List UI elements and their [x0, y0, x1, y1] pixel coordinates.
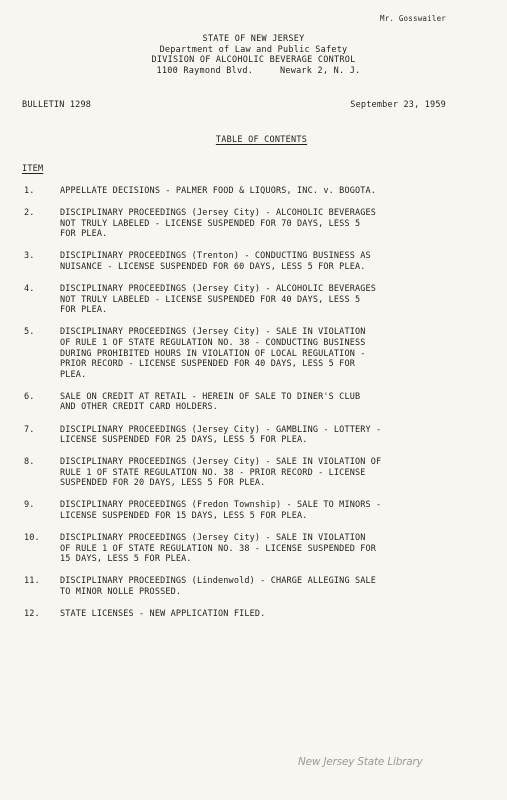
item-text: DISCIPLINARY PROCEEDINGS (Jersey City) - SALE IN VIOLATION OF RULE 1 OF STATE REGULATION NO. 38 - PRIOR RECORD - LICENSE SUSPENDED FOR 20 DAYS, LESS 5 FOR PLEA.: [60, 457, 382, 489]
item-text: DISCIPLINARY PROCEEDINGS (Jersey City) - ALCOHOLIC BEVERAGES NOT TRULY LABELED - LICENSE SUSPENDED FOR 70 DAYS, LESS 5 FOR PLEA.: [60, 208, 377, 240]
item-text: DISCIPLINARY PROCEEDINGS (Jersey City) - ALCOHOLIC BEVERAGES NOT TRULY LABELED - LICENSE SUSPENDED FOR 40 DAYS, LESS 5 FOR PLEA.: [60, 284, 377, 316]
toc-item: [24, 251, 464, 272]
bulletin-info: [22, 100, 446, 110]
item-number: 7.: [24, 424, 35, 435]
item-number: 5.: [24, 327, 35, 338]
item-number: 11.: [24, 576, 40, 587]
toc-list: [24, 186, 464, 631]
toc-item: [24, 576, 464, 597]
toc-title-row: [0, 135, 507, 145]
toc-item: [24, 208, 464, 240]
item-number: 4.: [24, 284, 35, 295]
item-number: 12.: [24, 609, 40, 620]
item-text: SALE ON CREDIT AT RETAIL - HEREIN OF SALE TO DINER'S CLUB AND OTHER CREDIT CARD HOLDERS.: [60, 391, 361, 413]
item-number: 2.: [24, 208, 35, 219]
item-text: DISCIPLINARY PROCEEDINGS (Jersey City) - SALE IN VIOLATION OF RULE 1 OF STATE REGULATION NO. 38 - CONDUCTING BUSINESS DURING PROHIBITED HOURS IN VIOLATION OF LOCAL REGULATION - PRIOR RECORD - LICENSE SUSPENDED FOR 40 DAYS, LESS 5 FOR PLEA.: [60, 327, 366, 380]
toc-item: [24, 500, 464, 521]
address: 1100 Raymond Blvd. Newark 2, N. J.: [156, 65, 361, 76]
department-name: Department of Law and Public Safety: [159, 44, 348, 55]
state-name: STATE OF NEW JERSEY: [202, 34, 305, 44]
bulletin-number: BULLETIN 1298: [22, 100, 92, 110]
toc-title: TABLE OF CONTENTS: [215, 135, 308, 145]
toc-item: [24, 284, 464, 316]
item-number: 1.: [24, 186, 35, 196]
item-text: DISCIPLINARY PROCEEDINGS (Trenton) - CONDUCTING BUSINESS AS NUISANCE - LICENSE SUSPENDED FOR 60 DAYS, LESS 5 FOR PLEA.: [60, 251, 371, 272]
item-number: 10.: [24, 533, 40, 544]
item-number: 6.: [24, 391, 35, 402]
letterhead: [0, 34, 507, 76]
handwritten-annotation: Mr. Gosswailer: [379, 14, 446, 23]
item-number: 8.: [24, 457, 35, 468]
toc-item: [24, 392, 464, 413]
item-text: DISCIPLINARY PROCEEDINGS (Jersey City) - SALE IN VIOLATION OF RULE 1 OF STATE REGULATION NO. 38 - LICENSE SUSPENDED FOR 15 DAYS, LESS 5 FOR PLEA.: [60, 533, 377, 565]
toc-item: [24, 533, 464, 565]
bulletin-date: September 23, 1959: [350, 100, 446, 110]
library-stamp: New Jersey State Library: [298, 756, 423, 768]
item-text: APPELLATE DECISIONS - PALMER FOOD & LIQUORS, INC. v. BOGOTA.: [60, 186, 377, 196]
toc-item: [24, 609, 464, 620]
toc-item: [24, 457, 464, 489]
toc-item: [24, 186, 464, 197]
item-number: 9.: [24, 500, 35, 511]
item-text: DISCIPLINARY PROCEEDINGS (Jersey City) - GAMBLING - LOTTERY - LICENSE SUSPENDED FOR 25 DAYS, LESS 5 FOR PLEA.: [60, 424, 382, 446]
item-text: DISCIPLINARY PROCEEDINGS (Lindenwold) - CHARGE ALLEGING SALE TO MINOR NOLLE PROSSED.: [60, 576, 377, 598]
item-text: STATE LICENSES - NEW APPLICATION FILED.: [60, 609, 266, 620]
toc-item: [24, 425, 464, 446]
item-number: 3.: [24, 251, 35, 262]
item-text: DISCIPLINARY PROCEEDINGS (Fredon Township) - SALE TO MINORS - LICENSE SUSPENDED FOR 15 DAYS, LESS 5 FOR PLEA.: [60, 500, 382, 522]
toc-item: [24, 327, 464, 380]
item-column-heading: ITEM: [22, 164, 44, 174]
division-name: DIVISION OF ALCOHOLIC BEVERAGE CONTROL: [151, 55, 356, 65]
